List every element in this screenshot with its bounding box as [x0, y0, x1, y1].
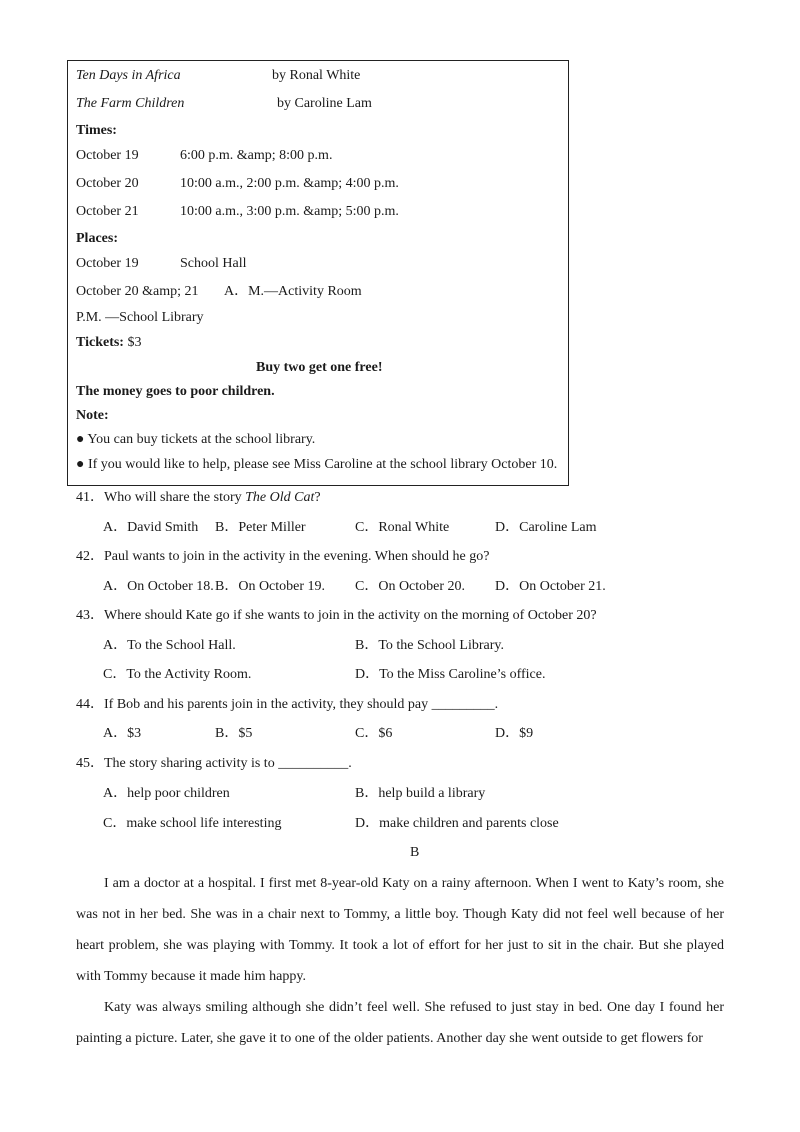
note-item: ● You can buy tickets at the school library. [76, 432, 316, 447]
option-d[interactable]: D．To the Miss Caroline’s office. [355, 667, 546, 682]
option-b[interactable]: B．To the School Library. [355, 638, 504, 653]
question-stem-text: ? [314, 490, 321, 505]
time-slots: 6:00 p.m. &amp; 8:00 p.m. [180, 148, 333, 163]
question-stem-41 [76, 491, 321, 505]
option-b[interactable]: B．$5 [215, 726, 253, 741]
place-date: October 19 [76, 256, 139, 271]
story-title-2: The Farm Children [76, 96, 185, 111]
offer-text: Buy two get one free! [256, 360, 383, 375]
places-heading: Places: [76, 231, 118, 246]
money-note: The money goes to poor children. [76, 384, 275, 399]
note-item: ● If you would like to help, please see Miss Caroline at the school library October 10. [76, 457, 558, 472]
story-author-1: by Ronal White [272, 68, 361, 83]
tickets-label: Tickets: [76, 335, 124, 350]
option-d[interactable]: D．make children and parents close [355, 816, 559, 831]
tickets-line [76, 336, 141, 350]
activity-notice-box [67, 60, 569, 486]
question-stem-43: 43．Where should Kate go if she wants to join in the activity on the morning of October 20? [76, 608, 597, 623]
option-a[interactable]: A．On October 18. [103, 579, 214, 594]
option-c[interactable]: C．$6 [355, 726, 393, 741]
question-stem-45: 45．The story sharing activity is to __________. [76, 756, 352, 771]
option-d[interactable]: D．$9 [495, 726, 534, 741]
place-name: A．M.—Activity Room [224, 284, 362, 299]
story-title-italic: The Old Cat [245, 490, 315, 505]
option-b[interactable]: B．Peter Miller [215, 520, 306, 535]
option-c[interactable]: C．make school life interesting [103, 816, 282, 831]
option-d[interactable]: D．Caroline Lam [495, 520, 597, 535]
note-heading: Note: [76, 408, 109, 423]
time-slots: 10:00 a.m., 3:00 p.m. &amp; 5:00 p.m. [180, 204, 399, 219]
time-slots: 10:00 a.m., 2:00 p.m. &amp; 4:00 p.m. [180, 176, 399, 191]
time-date: October 21 [76, 204, 139, 219]
passage-paragraph-2: Katy was always smiling although she didn’t feel well. She refused to just stay in bed. One day I found her painting a picture. Later, she gave it to one of the older patients. Another day she went outside to get flowers for [76, 1000, 724, 1046]
place-name: School Hall [180, 256, 247, 271]
place-pm: P.M. —School Library [76, 310, 204, 325]
times-heading: Times: [76, 123, 117, 138]
question-stem-42: 42．Paul wants to join in the activity in the evening. When should he go? [76, 549, 490, 564]
tickets-price: $3 [123, 335, 142, 350]
option-b[interactable]: B．help build a library [355, 786, 486, 801]
option-c[interactable]: C．To the Activity Room. [103, 667, 252, 682]
question-stem-text: 41．Who will share the story [76, 490, 246, 505]
option-a[interactable]: A．help poor children [103, 786, 230, 801]
option-a[interactable]: A．$3 [103, 726, 142, 741]
option-b[interactable]: B．On October 19. [215, 579, 326, 594]
passage-paragraph-1: I am a doctor at a hospital. I first met 8-year-old Katy on a rainy afternoon. When I went to Katy’s room, she was not in her bed. She was in a chair next to Tommy, a little boy. Though Katy did not feel well because of her heart problem, she was playing with Tommy. It took a lot of effort for her just to sit in the chair. But she played with Tommy because it made him happy. [76, 876, 724, 984]
option-c[interactable]: C．Ronal White [355, 520, 450, 535]
option-a[interactable]: A．David Smith [103, 520, 199, 535]
time-date: October 20 [76, 176, 139, 191]
section-b-label: B [410, 845, 420, 860]
time-date: October 19 [76, 148, 139, 163]
option-c[interactable]: C．On October 20. [355, 579, 466, 594]
question-stem-44: 44．If Bob and his parents join in the activity, they should pay _________. [76, 697, 499, 712]
story-author-2: by Caroline Lam [277, 96, 372, 111]
story-title-1: Ten Days in Africa [76, 68, 181, 83]
option-d[interactable]: D．On October 21. [495, 579, 606, 594]
option-a[interactable]: A．To the School Hall. [103, 638, 236, 653]
place-date: October 20 &amp; 21 [76, 284, 199, 299]
